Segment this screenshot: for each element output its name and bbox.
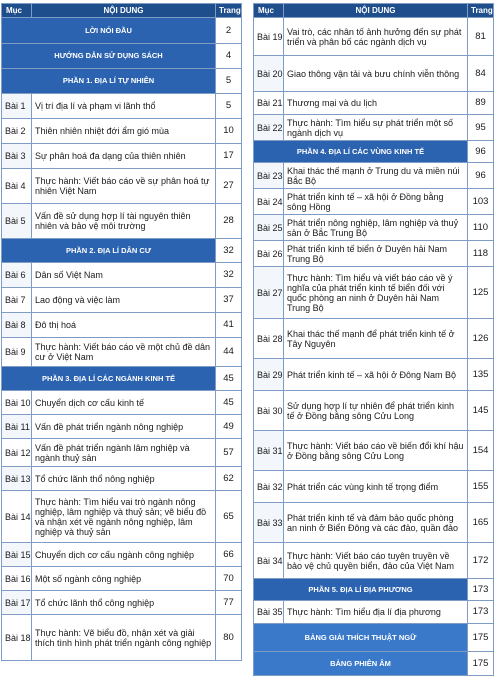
lesson-title: Giao thông vận tải và bưu chính viễn thông: [284, 56, 468, 92]
lesson-number: Bài 3: [2, 144, 32, 169]
page-number: 5: [216, 94, 242, 119]
page-number: 44: [216, 338, 242, 367]
toc-lesson-row[interactable]: [2, 591, 242, 615]
page-number: 28: [216, 204, 242, 239]
page-number: 37: [216, 288, 242, 313]
lesson-title: Tổ chức lãnh thổ nông nghiệp: [32, 467, 216, 491]
lesson-title: Phát triển kinh tế và đảm bảo quốc phòng an ninh ở Biển Đông và các đảo, quần đảo: [284, 503, 468, 543]
toc-lesson-row[interactable]: [254, 359, 494, 391]
lesson-number: Bài 14: [2, 491, 32, 543]
lesson-number: Bài 2: [2, 119, 32, 144]
lesson-number: Bài 18: [2, 615, 32, 661]
lesson-title: Thực hành: Vẽ biểu đồ, nhận xét và giải thích tình hình phát triển ngành công nghiệp: [32, 615, 216, 661]
toc-lesson-row[interactable]: [2, 439, 242, 467]
header-noi-dung: NỘI DUNG: [32, 4, 216, 18]
lesson-title: Phát triển nông nghiệp, lâm nghiệp và thuỷ sản ở Bắc Trung Bộ: [284, 215, 468, 241]
toc-lesson-row[interactable]: [254, 163, 494, 189]
toc-lesson-row[interactable]: [2, 491, 242, 543]
page-number: 57: [216, 439, 242, 467]
page-number: 110: [468, 215, 494, 241]
toc-lesson-row[interactable]: [2, 169, 242, 204]
page-number: 145: [468, 391, 494, 431]
toc-section-row[interactable]: [2, 367, 242, 391]
page-number: 32: [216, 239, 242, 263]
page-number: 172: [468, 543, 494, 579]
lesson-title: Vấn đề sử dụng hợp lí tài nguyên thiên nhiên và bảo vệ môi trường: [32, 204, 216, 239]
toc-lesson-row[interactable]: [254, 189, 494, 215]
lesson-title: Tổ chức lãnh thổ công nghiệp: [32, 591, 216, 615]
lesson-title: Thực hành: Tìm hiểu vai trò ngành nông nghiệp, lâm nghiệp và thuỷ sản; vẽ biểu đồ và nhận xét về ngành nông nghiệp, lâm nghiệp và thuỷ sản: [32, 491, 216, 543]
toc-section-row[interactable]: [254, 141, 494, 163]
page-number: 96: [468, 141, 494, 163]
lesson-number: Bài 20: [254, 56, 284, 92]
lesson-title: Thực hành: Tìm hiểu và viết báo cáo về ý nghĩa của phát triển kinh tế biển đối với quốc phòng an ninh ở Duyên hải Nam Trung Bộ: [284, 267, 468, 319]
toc-lesson-row[interactable]: [2, 391, 242, 415]
lesson-title: Thực hành: Viết báo cáo tuyên truyền về bảo vệ chủ quyền biển, đảo của Việt Nam: [284, 543, 468, 579]
lesson-title: Phát triển kinh tế – xã hội ở Đồng bằng sông Hồng: [284, 189, 468, 215]
toc-lesson-row[interactable]: [254, 92, 494, 115]
section-title: PHẦN 5. ĐỊA LÍ ĐỊA PHƯƠNG: [254, 579, 468, 601]
lesson-title: Vấn đề phát triển ngành lâm nghiệp và ngành thuỷ sản: [32, 439, 216, 467]
lesson-number: Bài 28: [254, 319, 284, 359]
page-number: 155: [468, 471, 494, 503]
lesson-title: Thương mại và du lịch: [284, 92, 468, 115]
section-title: PHẦN 3. ĐỊA LÍ CÁC NGÀNH KINH TẾ: [2, 367, 216, 391]
page-number: 32: [216, 263, 242, 288]
page-number: 66: [216, 543, 242, 567]
page-number: 4: [216, 44, 242, 69]
lesson-title: Chuyển dịch cơ cấu ngành công nghiệp: [32, 543, 216, 567]
lesson-number: Bài 30: [254, 391, 284, 431]
lesson-title: Phát triển kinh tế – xã hội ở Đông Nam Bộ: [284, 359, 468, 391]
lesson-title: Phát triển các vùng kinh tế trọng điểm: [284, 471, 468, 503]
toc-lesson-row[interactable]: [2, 119, 242, 144]
toc-table-left: [1, 3, 242, 661]
page-number: 62: [216, 467, 242, 491]
lesson-number: Bài 31: [254, 431, 284, 471]
section-title: PHẦN 2. ĐỊA LÍ DÂN CƯ: [2, 239, 216, 263]
page-number: 45: [216, 391, 242, 415]
lesson-number: Bài 8: [2, 313, 32, 338]
lesson-number: Bài 33: [254, 503, 284, 543]
header-noi-dung: NỘI DUNG: [284, 4, 468, 18]
lesson-number: Bài 9: [2, 338, 32, 367]
toc-lesson-row[interactable]: [254, 471, 494, 503]
toc-lesson-row[interactable]: [2, 415, 242, 439]
lesson-number: Bài 13: [2, 467, 32, 491]
lesson-number: Bài 24: [254, 189, 284, 215]
lesson-title: Sự phân hoá đa dạng của thiên nhiên: [32, 144, 216, 169]
lesson-title: Sử dụng hợp lí tự nhiên để phát triển kinh tế ở Đồng bằng sông Cửu Long: [284, 391, 468, 431]
section-title: PHẦN 1. ĐỊA LÍ TỰ NHIÊN: [2, 69, 216, 94]
toc-lesson-row[interactable]: [2, 467, 242, 491]
header-trang: Trang: [216, 4, 242, 18]
lesson-number: Bài 17: [2, 591, 32, 615]
page-number: 41: [216, 313, 242, 338]
lesson-title: Vai trò, các nhân tố ảnh hưởng đến sự phát triển và phân bố các ngành dịch vụ: [284, 18, 468, 56]
page-number: 70: [216, 567, 242, 591]
lesson-number: Bài 32: [254, 471, 284, 503]
toc-lesson-row[interactable]: [2, 144, 242, 169]
page-number: 103: [468, 189, 494, 215]
toc-header-row: [2, 4, 242, 18]
lesson-title: Thực hành: Viết báo cáo về sự phân hoá tự nhiên Việt Nam: [32, 169, 216, 204]
lesson-number: Bài 1: [2, 94, 32, 119]
toc-lesson-row[interactable]: [2, 94, 242, 119]
header-muc: Mục: [2, 4, 32, 18]
lesson-number: Bài 11: [2, 415, 32, 439]
toc-section-row[interactable]: [2, 18, 242, 44]
toc-lesson-row[interactable]: [254, 391, 494, 431]
lesson-number: Bài 29: [254, 359, 284, 391]
lesson-title: Thực hành: Viết báo cáo về biến đổi khí hậu ở Đồng bằng sông Cửu Long: [284, 431, 468, 471]
toc-lesson-row[interactable]: [254, 215, 494, 241]
toc-lesson-row[interactable]: [2, 338, 242, 367]
toc-section-row[interactable]: [2, 69, 242, 94]
toc-lesson-row[interactable]: [254, 431, 494, 471]
toc-section-row[interactable]: [254, 624, 494, 652]
lesson-number: Bài 5: [2, 204, 32, 239]
page-number: 165: [468, 503, 494, 543]
page-number: 77: [216, 591, 242, 615]
lesson-number: Bài 4: [2, 169, 32, 204]
lesson-title: Lao động và việc làm: [32, 288, 216, 313]
lesson-title: Thực hành: Tìm hiểu địa lí địa phương: [284, 601, 468, 624]
lesson-number: Bài 35: [254, 601, 284, 624]
lesson-number: Bài 16: [2, 567, 32, 591]
toc-table-right: [253, 3, 494, 676]
toc-lesson-row[interactable]: [2, 615, 242, 661]
page-number: 81: [468, 18, 494, 56]
lesson-number: Bài 26: [254, 241, 284, 267]
page-number: 2: [216, 18, 242, 44]
page-number: 118: [468, 241, 494, 267]
page-number: 5: [216, 69, 242, 94]
page-number: 89: [468, 92, 494, 115]
lesson-title: Vị trí địa lí và phạm vi lãnh thổ: [32, 94, 216, 119]
toc-lesson-row[interactable]: [254, 56, 494, 92]
toc-lesson-row[interactable]: [254, 319, 494, 359]
toc-lesson-row[interactable]: [254, 543, 494, 579]
lesson-title: Thiên nhiên nhiệt đới ẩm gió mùa: [32, 119, 216, 144]
page-number: 65: [216, 491, 242, 543]
page-number: 175: [468, 652, 494, 676]
lesson-number: Bài 6: [2, 263, 32, 288]
page-number: 80: [216, 615, 242, 661]
page-number: 154: [468, 431, 494, 471]
toc-lesson-row[interactable]: [2, 543, 242, 567]
toc-section-row[interactable]: [254, 579, 494, 601]
section-title: HƯỚNG DẪN SỬ DỤNG SÁCH: [2, 44, 216, 69]
page-number: 96: [468, 163, 494, 189]
lesson-number: Bài 34: [254, 543, 284, 579]
toc-lesson-row[interactable]: [2, 567, 242, 591]
page-number: 84: [468, 56, 494, 92]
page-number: 175: [468, 624, 494, 652]
toc-lesson-row[interactable]: [2, 288, 242, 313]
page-number: 95: [468, 115, 494, 141]
lesson-title: Thực hành: Tìm hiểu sự phát triển một số ngành dịch vụ: [284, 115, 468, 141]
toc-lesson-row[interactable]: [254, 503, 494, 543]
page-number: 45: [216, 367, 242, 391]
page-number: 135: [468, 359, 494, 391]
toc-lesson-row[interactable]: [254, 241, 494, 267]
lesson-title: Thực hành: Viết báo cáo về một chủ đề dân cư ở Việt Nam: [32, 338, 216, 367]
toc-header-row: [254, 4, 494, 18]
toc-lesson-row[interactable]: [254, 267, 494, 319]
lesson-number: Bài 21: [254, 92, 284, 115]
lesson-number: Bài 22: [254, 115, 284, 141]
toc-lesson-row[interactable]: [2, 313, 242, 338]
page-number: 27: [216, 169, 242, 204]
toc-lesson-row[interactable]: [254, 115, 494, 141]
toc-section-row[interactable]: [2, 239, 242, 263]
header-muc: Mục: [254, 4, 284, 18]
lesson-title: Vấn đề phát triển ngành nông nghiệp: [32, 415, 216, 439]
page-number: 126: [468, 319, 494, 359]
lesson-title: Đô thị hoá: [32, 313, 216, 338]
lesson-number: Bài 23: [254, 163, 284, 189]
lesson-number: Bài 27: [254, 267, 284, 319]
lesson-number: Bài 10: [2, 391, 32, 415]
section-title: LỜI NÓI ĐẦU: [2, 18, 216, 44]
page-number: 173: [468, 601, 494, 624]
toc-section-row[interactable]: [2, 44, 242, 69]
section-title: PHẦN 4. ĐỊA LÍ CÁC VÙNG KINH TẾ: [254, 141, 468, 163]
lesson-number: Bài 19: [254, 18, 284, 56]
section-title: BẢNG PHIÊN ÂM: [254, 652, 468, 676]
toc-lesson-row[interactable]: [2, 204, 242, 239]
toc-lesson-row[interactable]: [254, 18, 494, 56]
page-number: 173: [468, 579, 494, 601]
toc-section-row[interactable]: [254, 652, 494, 676]
lesson-title: Chuyển dịch cơ cấu kinh tế: [32, 391, 216, 415]
lesson-title: Phát triển kinh tế biển ở Duyên hải Nam Trung Bộ: [284, 241, 468, 267]
section-title: BẢNG GIẢI THÍCH THUẬT NGỮ: [254, 624, 468, 652]
page-number: 125: [468, 267, 494, 319]
lesson-title: Dân số Việt Nam: [32, 263, 216, 288]
lesson-number: Bài 15: [2, 543, 32, 567]
lesson-title: Khai thác thế mạnh để phát triển kinh tế ở Tây Nguyên: [284, 319, 468, 359]
toc-lesson-row[interactable]: [254, 601, 494, 624]
lesson-title: Một số ngành công nghiệp: [32, 567, 216, 591]
lesson-title: Khai thác thế mạnh ở Trung du và miền núi Bắc Bộ: [284, 163, 468, 189]
lesson-number: Bài 7: [2, 288, 32, 313]
page-number: 10: [216, 119, 242, 144]
lesson-number: Bài 25: [254, 215, 284, 241]
header-trang: Trang: [468, 4, 494, 18]
page-number: 17: [216, 144, 242, 169]
toc-lesson-row[interactable]: [2, 263, 242, 288]
lesson-number: Bài 12: [2, 439, 32, 467]
page-number: 49: [216, 415, 242, 439]
